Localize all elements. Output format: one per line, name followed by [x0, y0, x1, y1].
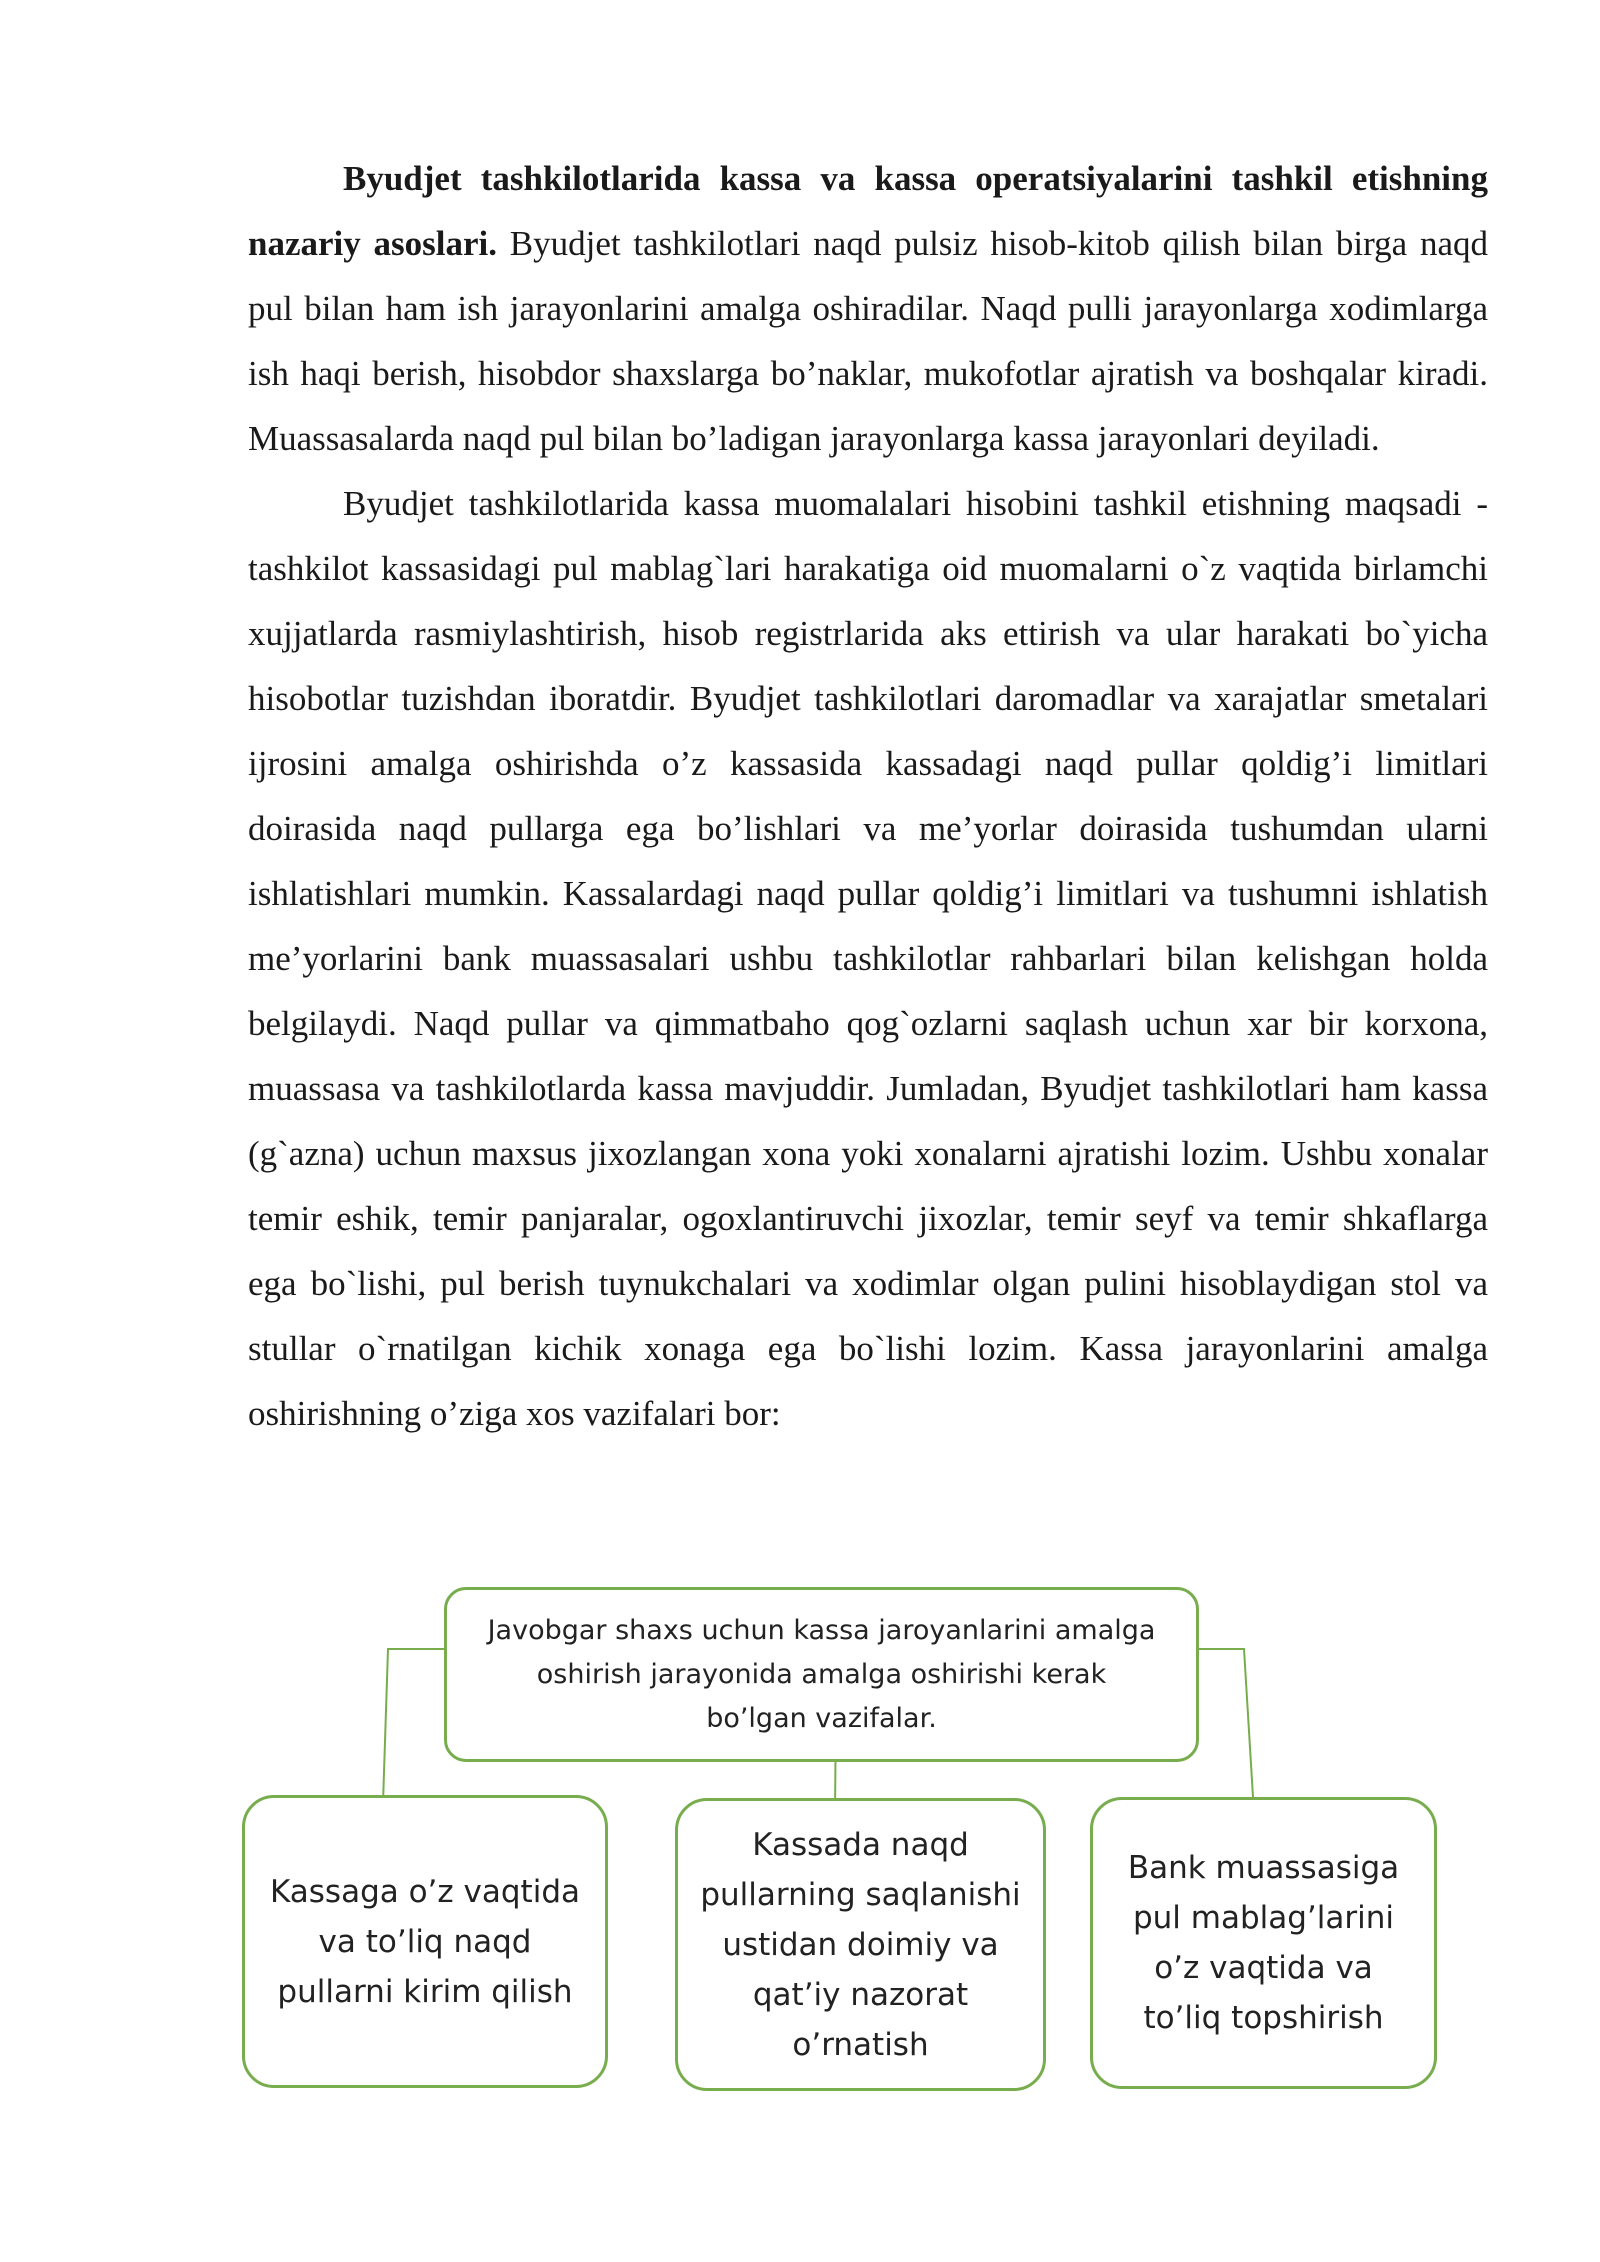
box-text: Kassada naqd pullarning saqlanishi ustidan doimiy va qat’iy nazorat o’rnatish [700, 1826, 1021, 2063]
diagram-box-cash-receipt [242, 1795, 608, 2088]
paragraph-1 [248, 146, 1488, 471]
section-heading: Byudjet tashkilotlarida kassa va kassa operatsiyalarini tashkil etishning nazariy asoslari. [248, 159, 1488, 263]
body-text [248, 146, 1488, 1446]
box-text: Kassaga o’z vaqtida va to’liq naqd pullarni kirim qilish [269, 1873, 580, 2010]
diagram-box-cash-control [675, 1798, 1046, 2091]
paragraph-2: Byudjet tashkilotlarida kassa muomalalari hisobini tashkil etishning maqsadi - tashkilot kassasidagi pul mablag`lari harakatiga oid muomalarni o`z vaqtida birlamchi xujjatlarda rasmiylashtirish, hisob registrlarida aks ettirish va ular harakati bo`yicha hisobotlar tuzishdan iboratdir. Byudjet tashkilotlari daromadlar va xarajatlar smetalari ijrosini amalga oshirishda o’z kassasida kassadagi naqd pullar qoldig’i limitlari doirasida naqd pullarga ega bo’lishlari va me’yorlar doirasida tushumdan ularni ishlatishlari mumkin. Kassalardagi naqd pullar qoldig’i limitlari va tushumni ishlatish me’yorlarini bank muassasalari ushbu tashkilotlar rahbarlari bilan kelishgan holda belgilaydi. Naqd pullar va qimmatbaho qog`ozlarni saqlash uchun xar bir korxona, muassasa va tashkilotlarda kassa mavjuddir. Jumladan, Byudjet tashkilotlari ham kassa (g`azna) uchun maxsus jixozlangan xona yoki xonalarni ajratishi lozim. Ushbu xonalar temir eshik, temir panjaralar, ogoxlantiruvchi jixozlar, temir seyf va temir shkaflarga ega bo`lishi, pul berish tuynukchalari va xodimlar olgan pulini hisoblaydigan stol va stullar o`rnatilgan kichik xonaga ega bo`lishi lozim. Kassa jarayonlarini amalga oshirishning o’ziga xos vazifalari bor: [248, 484, 1488, 1433]
box-text: Bank muassasiga pul mablag’larini o’z vaqtida va to’liq topshirish [1127, 1850, 1400, 2036]
diagram-box-bank-deposit [1090, 1797, 1437, 2089]
paragraph-1-text: Byudjet tashkilotlari naqd pulsiz hisob-kitob qilish bilan birga naqd pul bilan ham ish jarayonlarini amalga oshiradilar. Naqd pulli jarayonlarga xodimlarga ish haqi berish, hisobdor shaxslarga bo’naklar, mukofotlar ajratish va boshqalar kiradi. Muassasalarda naqd pul bilan bo’ladigan jarayonlarga kassa jarayonlari deyiladi. [248, 224, 1489, 458]
diagram-top-box [444, 1587, 1199, 1762]
top-box-text: Javobgar shaxs uchun kassa jaroyanlarini amalga oshirish jarayonida amalga oshirishi kerak bo’lgan vazifalar. [487, 1614, 1156, 1734]
